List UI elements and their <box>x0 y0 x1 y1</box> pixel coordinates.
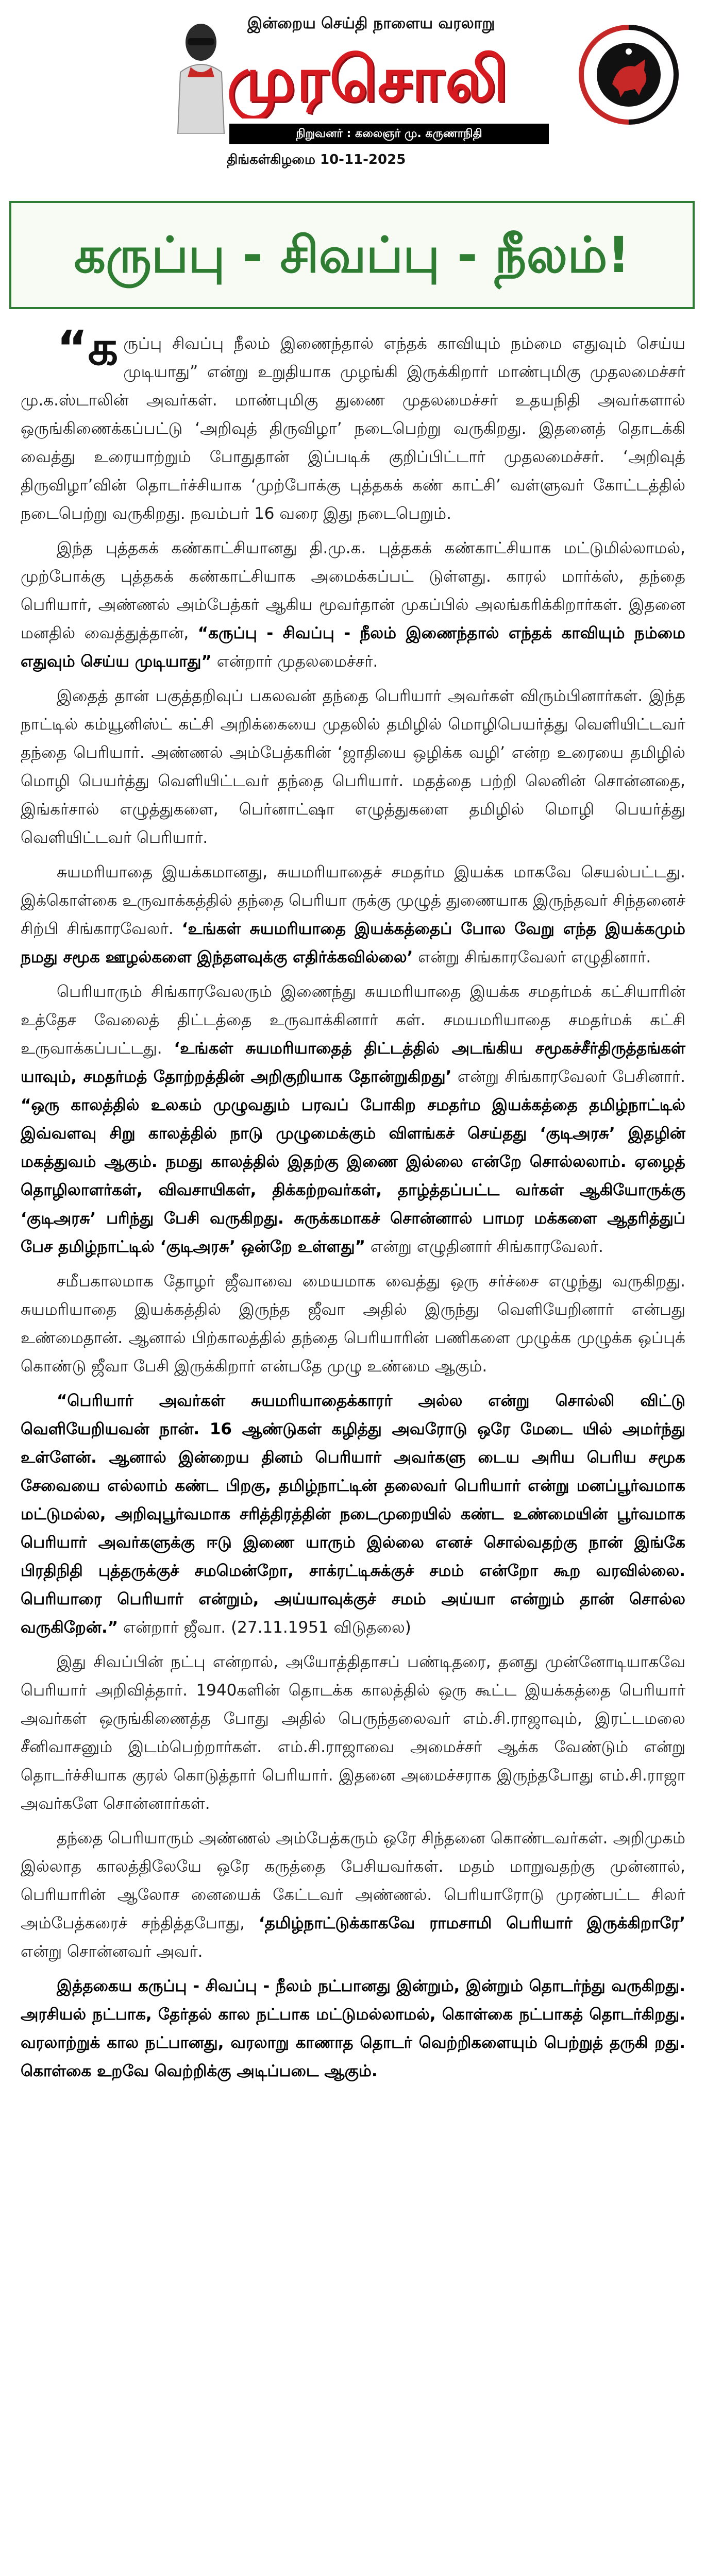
paragraph-3: இதைத் தான் பகுத்தறிவுப் பகலவன் தந்தை பெரியார் அவர்கள் விரும்பினார்கள். இந்த நாட்டில் கம்யூனிஸ்ட் கட்சி அறிக்கையை முதலில் தமிழில் மொழிபெயர்த்து வெளியிட்டவர் தந்தை பெரியார். அண்ணல் அம்பேத்கரின் ‘ஜாதியை ஒழிக்க வழி’ என்ற உரையை தமிழில் மொழி பெயர்த்து வெளியிட்டவர் தந்தை பெரியார். மதத்தை பற்றி லெனின் சொன்னதை, இங்கர்சால் எழுத்துகளை, பெர்னாட்ஷா எழுத்துகளை தமிழில் மொழி பெயர்த்து வெளியிட்டவர் பெரியார். <box>21 687 685 847</box>
paragraph-9: தந்தை பெரியாரும் அண்ணல் அம்பேத்கரும் ஒரே சிந்தனை கொண்டவர்கள். அறிமுகம் இல்லாத காலத்திலேயே ஒரே கருத்தை பேசியவர்கள். மதம் மாறுவதற்கு முன்னால், பெரியாரின் ஆலோச னையைக் கேட்டவர் அண்ணல். பெரியாரோடு முரண்பட்ட சிலர் அம்பேத்கரைச் சந்தித்தபோது, ‘தமிழ்நாட்டுக்காகவே ராமசாமி பெரியார் இருக்கிறாரே’ என்று சொன்னவர் அவர். <box>21 1829 685 1961</box>
masthead <box>0 0 706 216</box>
quote-jeeva: “பெரியார் அவர்கள் சுயமரியாதைக்காரர் அல்ல என்று சொல்லி விட்டு வெளியேறியவன் நான். 16 ஆண்டுகள் கழித்து அவரோடு ஒரே மேடை யில் அமர்ந்து உள்ளேன். ஆனால் இன்றைய தினம் பெரியார் அவர்களு டைய அரிய பெரிய சமூக சேவையை எல்லாம் கண்ட பிறகு, தமிழ்நாட்டின் தலைவர் பெரியார் என்று மனப்பூர்வமாக மட்டுமல்ல, அறிவுபூர்வமாக சரித்திரத்தின் நடைமுறையில் கண்ட உண்மையின் பூர்வமாக பெரியார் அவர்களுக்கு ஈடு இணை யாரும் இல்லை எனச் சொல்வதற்கு நான் இங்கே பிரதிநிதி புத்தருக்குச் சமமென்றோ, சாக்ரட்டிசுக்குச் சமம் என்றோ கூற வரவில்லை. பெரியாரை பெரியார் என்றும், அய்யாவுக்குச் சமம் அய்யா என்றும் தான் சொல்ல வருகிறேன்.” <box>21 1392 685 1637</box>
quote-samadharmam: ‘உங்கள் சுயமரியாதைத் திட்டத்தில் அடங்கிய சமூகச்சீர்திருத்தங்கள் யாவும், சமதர்மத் தோற்றத்தின் அறிகுறியாக தோன்றுகிறது’ <box>21 1039 686 1086</box>
party-emblem-icon <box>577 23 680 126</box>
paragraph-10: இத்தகைய கருப்பு - சிவப்பு - நீலம் நட்பானது இன்றும், இன்றும் தொடர்ந்து வருகிறது. அரசியல் நட்பாக, தேர்தல் கால நட்பாக மட்டுமல்லாமல், கொள்கை நட்பாகத் தொடர்கிறது. வரலாற்றுக் கால நட்பானது, வரலாறு காணாத தொடர் வெற்றிகளையும் பெற்றுத் தருகி றது. கொள்கை உறவே வெற்றிக்கு அடிப்படை ஆகும். <box>21 1977 685 2080</box>
drop-cap: “க <box>57 320 119 376</box>
headline-title: கருப்பு - சிவப்பு - நீலம்! <box>74 226 630 284</box>
paragraph-1: “கருப்பு சிவப்பு நீலம் இணைந்தால் எந்தக் காவியும் நம்மை எதுவும் செய்ய முடியாது” என்று உறுதியாக முழங்கி இருக்கிறார் மாண்புமிகு முதலமைச்சர் மு.க.ஸ்டாலின் அவர்கள். மாண்புமிகு துணை முதலமைச்சர் உதயநிதி அவர்களால் ஒருங்கிணைக்கப்பட்டு ‘அறிவுத் திருவிழா’ நடைபெற்று வருகிறது. இதனைத் தொடக்கி வைத்து உரையாற்றும் போதுதான் இப்படிக் குறிப்பிட்டார் முதலமைச்சர். ‘அறிவுத் திருவிழா’வின் தொடர்ச்சியாக ‘முற்போக்கு புத்தகக் கண் காட்சி’ வள்ளுவர் கோட்டத்தில் நடைபெற்று வருகிறது. நவம்பர் 16 வரை இது நடைபெறும். <box>21 320 685 523</box>
headline-box <box>9 201 695 309</box>
paragraph-6: சமீபகாலமாக தோழர் ஜீவாவை மையமாக வைத்து ஒரு சர்ச்சை எழுந்து வருகிறது. சுயமரியாதை இயக்கத்தில் இருந்த ஜீவா அதில் இருந்து வெளியேறினார் என்பது உண்மைதான். ஆனால் பிற்காலத்தில் தந்தை பெரியாரின் பணிகளை முழுக்க முழுக்க ஒப்புக் கொண்டு ஜீவா பேசி இருக்கிறார் என்பதே முழு உண்மை ஆகும். <box>21 1272 685 1376</box>
paragraph-2: இந்த புத்தகக் கண்காட்சியானது தி.மு.க. புத்தகக் கண்காட்சியாக மட்டுமில்லாமல், முற்போக்கு புத்தகக் கண்காட்சியாக அமைக்கப்பட் டுள்ளது. காரல் மார்க்ஸ், தந்தை பெரியார், அண்ணல் அம்பேத்கர் ஆகிய மூவர்தான் முகப்பில் அலங்கரிக்கிறார்கள். இதனை மனதில் வைத்துத்தான், “கருப்பு - சிவப்பு - நீலம் இணைந்தால் எந்தக் காவியும் நம்மை எதுவும் செய்ய முடியாது” என்றார் முதலமைச்சர். <box>21 539 685 671</box>
paragraph-7: “பெரியார் அவர்கள் சுயமரியாதைக்காரர் அல்ல என்று சொல்லி விட்டு வெளியேறியவன் நான். 16 ஆண்டுகள் கழித்து அவரோடு ஒரே மேடை யில் அமர்ந்து உள்ளேன். ஆனால் இன்றைய தினம் பெரியார் அவர்களு டைய அரிய பெரிய சமூக சேவையை எல்லாம் கண்ட பிறகு, தமிழ்நாட்டின் தலைவர் பெரியார் என்று மனப்பூர்வமாக மட்டுமல்ல, அறிவுபூர்வமாக சரித்திரத்தின் நடைமுறையில் கண்ட உண்மையின் பூர்வமாக பெரியார் அவர்களுக்கு ஈடு இணை யாரும் இல்லை எனச் சொல்வதற்கு நான் இங்கே பிரதிநிதி புத்தருக்குச் சமமென்றோ, சாக்ரட்டிசுக்குச் சமம் என்றோ கூற வரவில்லை. பெரியாரை பெரியார் என்றும், அய்யாவுக்குச் சமம் அய்யா என்றும் தான் சொல்ல வருகிறேன்.” என்றார் ஜீவா. (27.11.1951 விடுதலை) <box>21 1392 685 1637</box>
tagline: இன்றைய செய்தி நாளைய வரலாறு <box>247 14 495 32</box>
newspaper-logo: முரசொலி <box>227 44 509 115</box>
quote-cm: “கருப்பு - சிவப்பு - நீலம் இணைந்தால் எந்தக் காவியும் நம்மை எதுவும் செய்ய முடியாது” <box>21 624 685 671</box>
founder-portrait <box>170 15 232 134</box>
quote-singaravelar: ‘உங்கள் சுயமரியாதை இயக்கத்தைப் போல வேறு எந்த இயக்கமும் நமது சமூக ஊழல்களை இந்தளவுக்கு எதிர்க்கவில்லை’ <box>21 920 685 967</box>
issue-date: திங்கள்கிழமை 10-11-2025 <box>227 152 406 167</box>
quote-kudiarasu: “ஒரு காலத்தில் உலகம் முழுவதும் பரவப் போகிற சமதர்ம இயக்கத்தை தமிழ்நாட்டில் இவ்வளவு சிறு காலத்தில் நாடு முழுமைக்கும் விளங்கச் செய்தது ‘குடிஅரசு’ இதழின் மகத்துவம் ஆகும். நமது காலத்தில் இதற்கு இணை இல்லை என்றே சொல்லலாம். ஏழைத் தொழிலாளர்கள், விவசாயிகள், திக்கற்றவர்கள், தாழ்த்தப்பட்ட வர்கள் ஆகியோருக்கு ‘குடிஅரசு’ பரிந்து பேசி வருகிறது. சுருக்கமாகச் சொன்னால் பாமர மக்களை ஆதரித்துப் பேச தமிழ்நாட்டில் ‘குடிஅரசு’ ஒன்றே உள்ளது” <box>21 1096 685 1256</box>
article-body <box>21 320 686 2092</box>
quote-ambedkar: ‘தமிழ்நாட்டுக்காகவே ராமசாமி பெரியார் இருக்கிறாரே’ <box>259 1914 685 1933</box>
paragraph-8: இது சிவப்பின் நட்பு என்றால், அயோத்திதாசப் பண்டிதரை, தனது முன்னோடியாகவே பெரியார் அறிவித்தார். 1940களின் தொடக்க காலத்தில் ஒரு கூட்ட இயக்கத்தை பெரியார் அவர்கள் ஒருங்கிணைத்த போது அதில் பெருந்தலைவர் எம்.சி.ராஜாவும், இரட்டமலை சீனிவாசனும் இடம்பெற்றார்கள். எம்.சி.ராஜாவை அமைச்சர் ஆக்க வேண்டும் என்று தொடர்ச்சியாக குரல் கொடுத்தார் பெரியார். இதனை அமைச்சராக இருந்தபோது எம்.சி.ராஜா அவர்களே சொன்னார்கள். <box>21 1653 685 1813</box>
paragraph-5: பெரியாரும் சிங்காரவேலரும் இணைந்து சுயமரியாதை இயக்க சமதர்மக் கட்சியாரின் உத்தேச வேலைத் திட்டத்தை உருவாக்கினார் கள். சமயமரியாதை சமதர்மக் கட்சி உருவாக்கப்பட்டது. ‘உங்கள் சுயமரியாதைத் திட்டத்தில் அடங்கிய சமூகச்சீர்திருத்தங்கள் யாவும், சமதர்மத் தோற்றத்தின் அறிகுறியாக தோன்றுகிறது’ என்று சிங்காரவேலர் பேசினார். “ஒரு காலத்தில் உலகம் முழுவதும் பரவப் போகிற சமதர்ம இயக்கத்தை தமிழ்நாட்டில் இவ்வளவு சிறு காலத்தில் நாடு முழுமைக்கும் விளங்கச் செய்தது ‘குடிஅரசு’ இதழின் மகத்துவம் ஆகும். நமது காலத்தில் இதற்கு இணை இல்லை என்றே சொல்லலாம். ஏழைத் தொழிலாளர்கள், விவசாயிகள், திக்கற்றவர்கள், தாழ்த்தப்பட்ட வர்கள் ஆகியோருக்கு ‘குடிஅரசு’ பரிந்து பேசி வருகிறது. சுருக்கமாகச் சொன்னால் பாமர மக்களை ஆதரித்துப் பேச தமிழ்நாட்டில் ‘குடிஅரசு’ ஒன்றே உள்ளது” என்று எழுதினார் சிங்காரவேலர். <box>21 982 686 1256</box>
paragraph-4: சுயமரியாதை இயக்கமானது, சுயமரியாதைச் சமதர்ம இயக்க மாகவே செயல்பட்டது. இக்கொள்கை உருவாக்கத்தில் தந்தை பெரியா ருக்கு முழுத் துணையாக இருந்தவர் சிந்தனைச் சிற்பி சிங்காரவேலர். ‘உங்கள் சுயமரியாதை இயக்கத்தைப் போல வேறு எந்த இயக்கமும் நமது சமூக ஊழல்களை இந்தளவுக்கு எதிர்க்கவில்லை’ என்று சிங்காரவேலர் எழுதினார். <box>21 863 685 967</box>
founder-line: நிறுவனர் : கலைஞர் மு. கருணாநிதி <box>229 124 549 144</box>
